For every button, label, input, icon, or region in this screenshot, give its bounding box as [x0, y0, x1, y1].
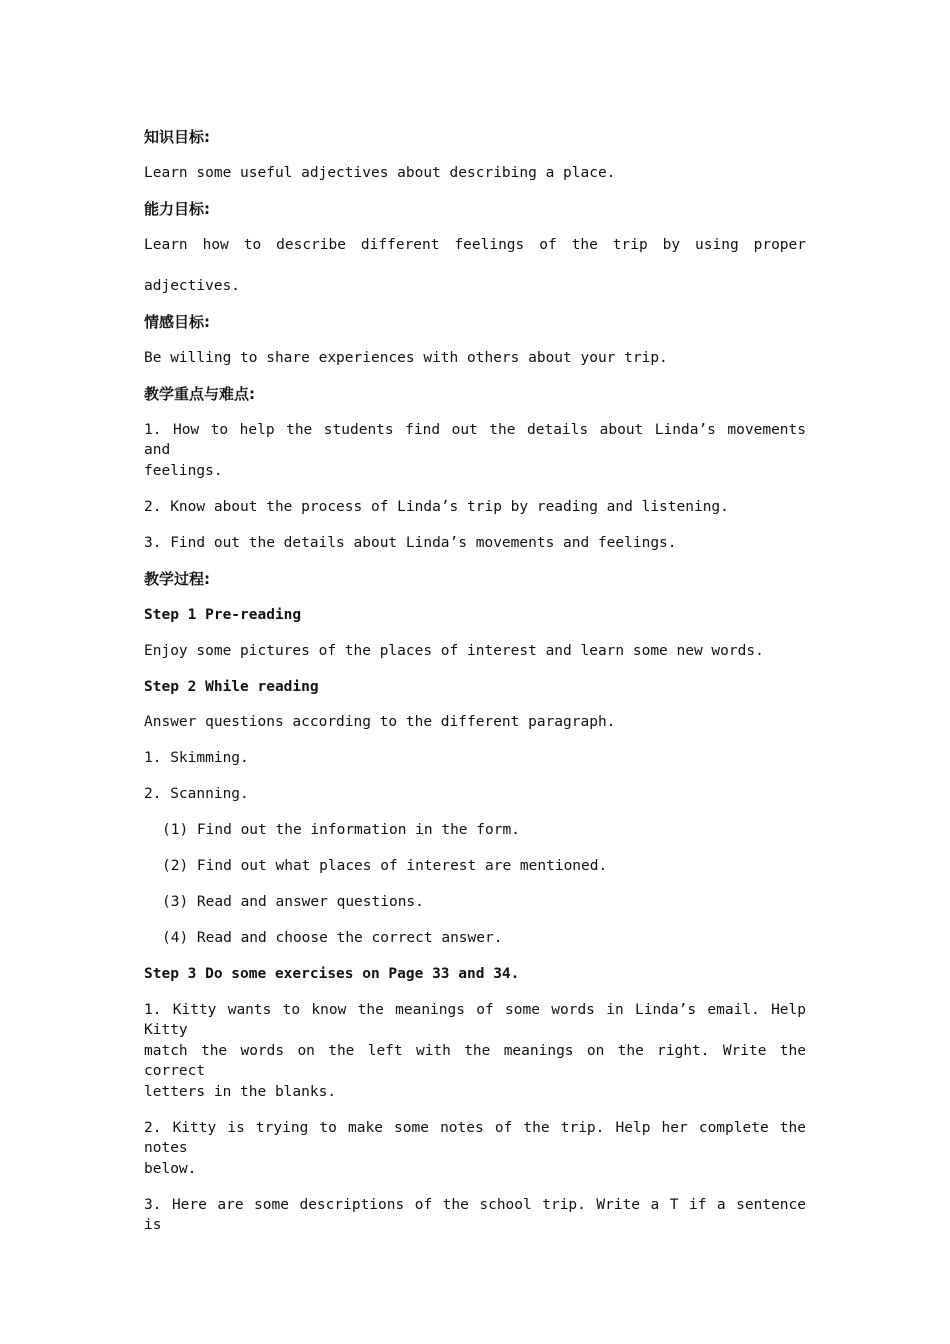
step-2-sub-3: (3) Read and answer questions.: [162, 894, 424, 910]
step-2-title: Step 2 While reading: [144, 679, 319, 695]
process-heading: 教学过程:: [144, 570, 210, 588]
step-1-title: Step 1 Pre-reading: [144, 607, 302, 623]
exercise-1-line3: letters in the blanks.: [144, 1084, 337, 1100]
step-2-sub-2: (2) Find out what places of interest are mentioned.: [162, 858, 608, 874]
emotion-goal-text: Be willing to share experiences with others about your trip.: [144, 350, 668, 366]
key-point-1-line1: 1. How to help the students find out the details about Linda’s movements and: [144, 422, 806, 458]
emotion-goal-heading: 情感目标:: [144, 313, 210, 331]
step-2-text: Answer questions according to the different paragraph.: [144, 714, 616, 730]
exercise-3-line1: 3. Here are some descriptions of the school trip. Write a T if a sentence is: [144, 1197, 806, 1233]
step-2-sub-4: (4) Read and choose the correct answer.: [162, 930, 503, 946]
ability-goal-text-line1: Learn how to describe different feelings of the trip by using proper: [144, 237, 806, 253]
knowledge-goal-heading: 知识目标:: [144, 128, 210, 146]
exercise-1-line2: match the words on the left with the meanings on the right. Write the correct: [144, 1043, 806, 1079]
step-3-title: Step 3 Do some exercises on Page 33 and 34.: [144, 966, 520, 982]
knowledge-goal-text: Learn some useful adjectives about describing a place.: [144, 165, 616, 181]
key-point-1-line2: feelings.: [144, 463, 223, 479]
step-2-item-1: 1. Skimming.: [144, 750, 249, 766]
ability-goal-text-line2: adjectives.: [144, 278, 241, 294]
exercise-2-line2: below.: [144, 1161, 197, 1177]
key-point-3: 3. Find out the details about Linda’s movements and feelings.: [144, 535, 677, 551]
key-point-2: 2. Know about the process of Linda’s trip by reading and listening.: [144, 499, 729, 515]
step-1-text: Enjoy some pictures of the places of interest and learn some new words.: [144, 643, 764, 659]
step-2-sub-1: (1) Find out the information in the form.: [162, 822, 520, 838]
exercise-1-line1: 1. Kitty wants to know the meanings of some words in Linda’s email. Help Kitty: [144, 1002, 806, 1038]
exercise-2-line1: 2. Kitty is trying to make some notes of the trip. Help her complete the notes: [144, 1120, 806, 1156]
ability-goal-heading: 能力目标:: [144, 200, 210, 218]
key-points-heading: 教学重点与难点:: [144, 385, 255, 403]
step-2-item-2: 2. Scanning.: [144, 786, 249, 802]
